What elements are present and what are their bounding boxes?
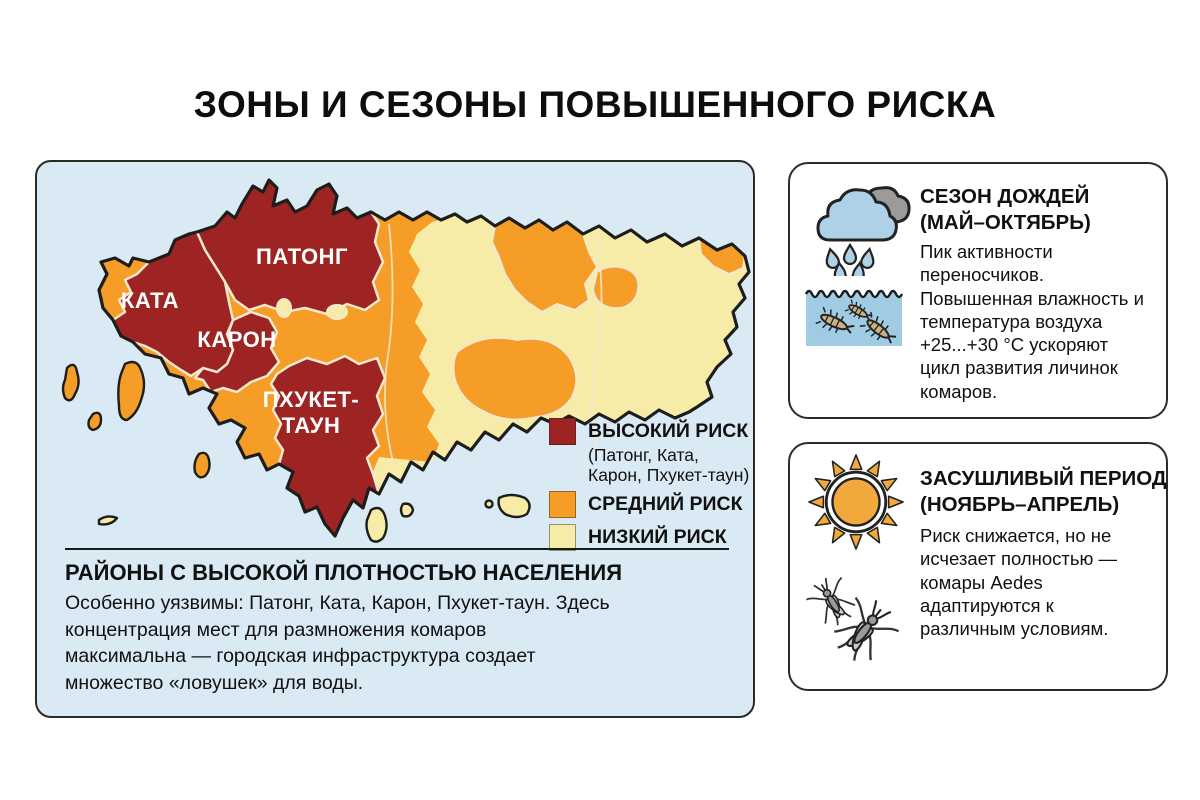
legend-row-high [549,418,749,485]
rainy-heading-line1: СЕЗОН ДОЖДЕЙ [920,185,1090,208]
legend-high-sub: (Патонг, Ката, [588,445,699,465]
zone-low-speck [277,299,291,317]
legend-row-medium [549,491,749,518]
dry-season-card [788,442,1168,691]
islet [367,508,387,542]
mosquito-icon [800,564,912,664]
section-divider [65,548,729,550]
label-phuket-town-line1: ПХУКЕТ- [262,387,360,412]
high-risk-swatch [549,418,576,445]
islet [486,501,493,508]
islet [63,365,79,400]
mosquito [802,571,862,632]
dry-card-heading [920,466,1167,517]
rainy-card-body: Пик активности переносчиков. Повышенная влажность и температура воздуха +25...+30 °C ускоряют цикл развития личинок комаров. [920,241,1144,402]
islet [499,495,530,517]
islet [195,453,210,477]
rainy-heading-line2: (МАЙ–ОКТЯБРЬ) [920,210,1091,234]
density-body: Особенно уязвимы: Патонг, Ката, Карон, Пхукет-таун. Здесь концентрация мест для размножения комаров максимальна — городская инфраструктура создает множество «ловушек» для воды. [65,592,610,694]
density-heading: РАЙОНЫ С ВЫСОКОЙ ПЛОТНОСТЬЮ НАСЕЛЕНИЯ [65,560,623,585]
islet [118,362,144,420]
rainy-season-card [788,162,1168,419]
map-panel [35,160,755,718]
label-patong: ПАТОНГ [256,244,348,269]
legend-low-label: НИЗКИЙ РИСК [588,526,727,549]
legend-medium-label: СРЕДНИЙ РИСК [588,493,743,516]
label-karon: КАРОН [197,327,277,352]
dry-heading-line1: ЗАСУШЛИВЫЙ ПЕРИОД [920,467,1167,490]
islet [401,504,413,517]
dry-heading-line2: (НОЯБРЬ–АПРЕЛЬ) [920,492,1120,516]
islet [99,516,117,524]
medium-risk-swatch [549,491,576,518]
sun-icon [808,454,904,550]
label-phuket-town-line2: ТАУН [281,413,341,438]
page-title: ЗОНЫ И СЕЗОНЫ ПОВЫШЕННОГО РИСКА [193,84,997,125]
dry-card-body: Риск снижается, но не исчезает полностью — комары Aedes адаптируются к различным условиям. [920,525,1118,640]
zone-low-speck [327,305,347,319]
rain-cloud-icon [810,176,914,276]
rainy-card-heading [920,184,1091,235]
map-legend [549,418,749,557]
legend-high-label: ВЫСОКИЙ РИСК [588,420,749,442]
label-kata: КАТА [120,288,180,313]
mosquito-larvae-icon [804,282,906,348]
islet [89,413,102,430]
legend-high-sub: Карон, Пхукет-таун) [588,465,750,486]
region-phuket-town [271,356,385,536]
